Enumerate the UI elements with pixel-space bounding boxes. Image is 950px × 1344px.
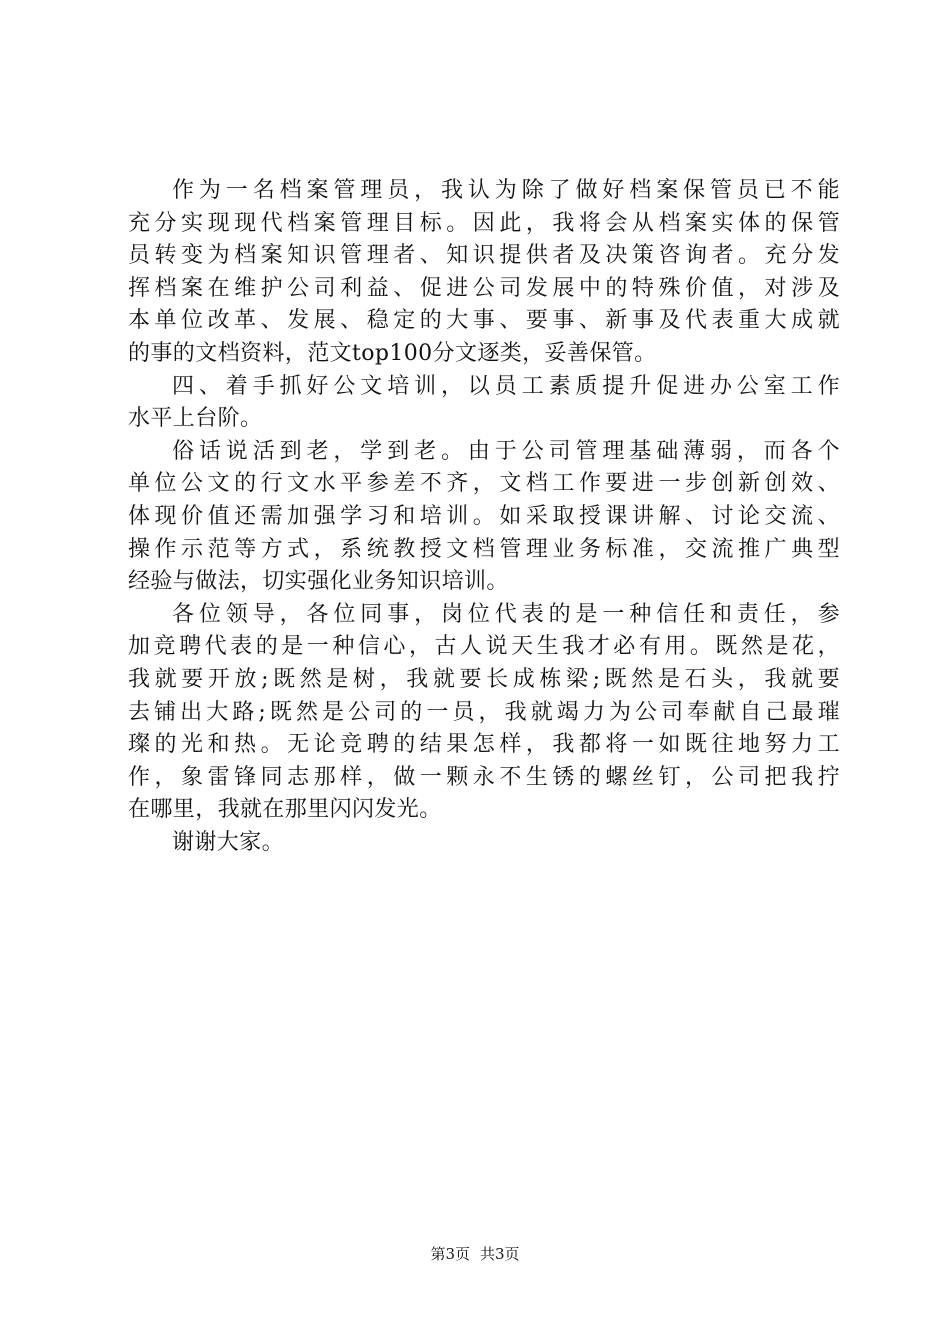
text-line: 璨的光和热。无论竞聘的结果怎样，我都将一如既往地努力工 — [128, 732, 840, 758]
text-line: 挥档案在维护公司利益、促进公司发展中的特殊价值，对涉及 — [128, 275, 840, 301]
text-line: 作，象雷锋同志那样，做一颗永不生锈的螺丝钉，公司把我拧 — [128, 764, 840, 790]
text-line: 充分实现现代档案管理目标。因此，我将会从档案实体的保管 — [128, 210, 840, 236]
text-line: 去铺出大路;既然是公司的一员，我就竭力为公司奉献自己最璀 — [128, 699, 840, 725]
document-body — [128, 175, 840, 859]
text-line: 各位领导，各位同事，岗位代表的是一种信任和责任，参 — [172, 601, 840, 627]
page-number: 第3页 — [430, 1245, 470, 1263]
text-line: 作为一名档案管理员，我认为除了做好档案保管员已不能 — [172, 178, 840, 203]
page-footer — [0, 1244, 950, 1264]
text-line: 加竞聘代表的是一种信心，古人说天生我才必有用。既然是花， — [128, 634, 840, 660]
text-line: 俗话说活到老，学到老。由于公司管理基础薄弱，而各个 — [172, 438, 840, 464]
text-line: 四、着手抓好公文培训，以员工素质提升促进办公室工作 — [172, 373, 840, 399]
text-line: 的事的文档资料，范文top100分文逐类，妥善保管。 — [128, 340, 657, 366]
text-line: 操作示范等方式，系统教授文档管理业务标准，交流推广典型 — [128, 536, 840, 562]
text-line: 在哪里，我就在那里闪闪发光。 — [128, 797, 442, 823]
text-line: 谢谢大家。 — [172, 829, 285, 855]
text-line: 经验与做法，切实强化业务知识培训。 — [128, 569, 509, 595]
text-line: 单位公文的行文水平参差不齐，文档工作要进一步创新创效、 — [128, 471, 840, 497]
text-line: 我就要开放;既然是树，我就要长成栋梁;既然是石头，我就要 — [128, 666, 840, 692]
page-total: 共3页 — [480, 1245, 520, 1263]
text-line: 水平上台阶。 — [128, 406, 263, 432]
text-line: 本单位改革、发展、稳定的大事、要事、新事及代表重大成就 — [128, 308, 840, 334]
text-line: 体现价值还需加强学习和培训。如采取授课讲解、讨论交流、 — [128, 503, 840, 529]
text-line: 员转变为档案知识管理者、知识提供者及决策咨询者。充分发 — [128, 243, 840, 269]
